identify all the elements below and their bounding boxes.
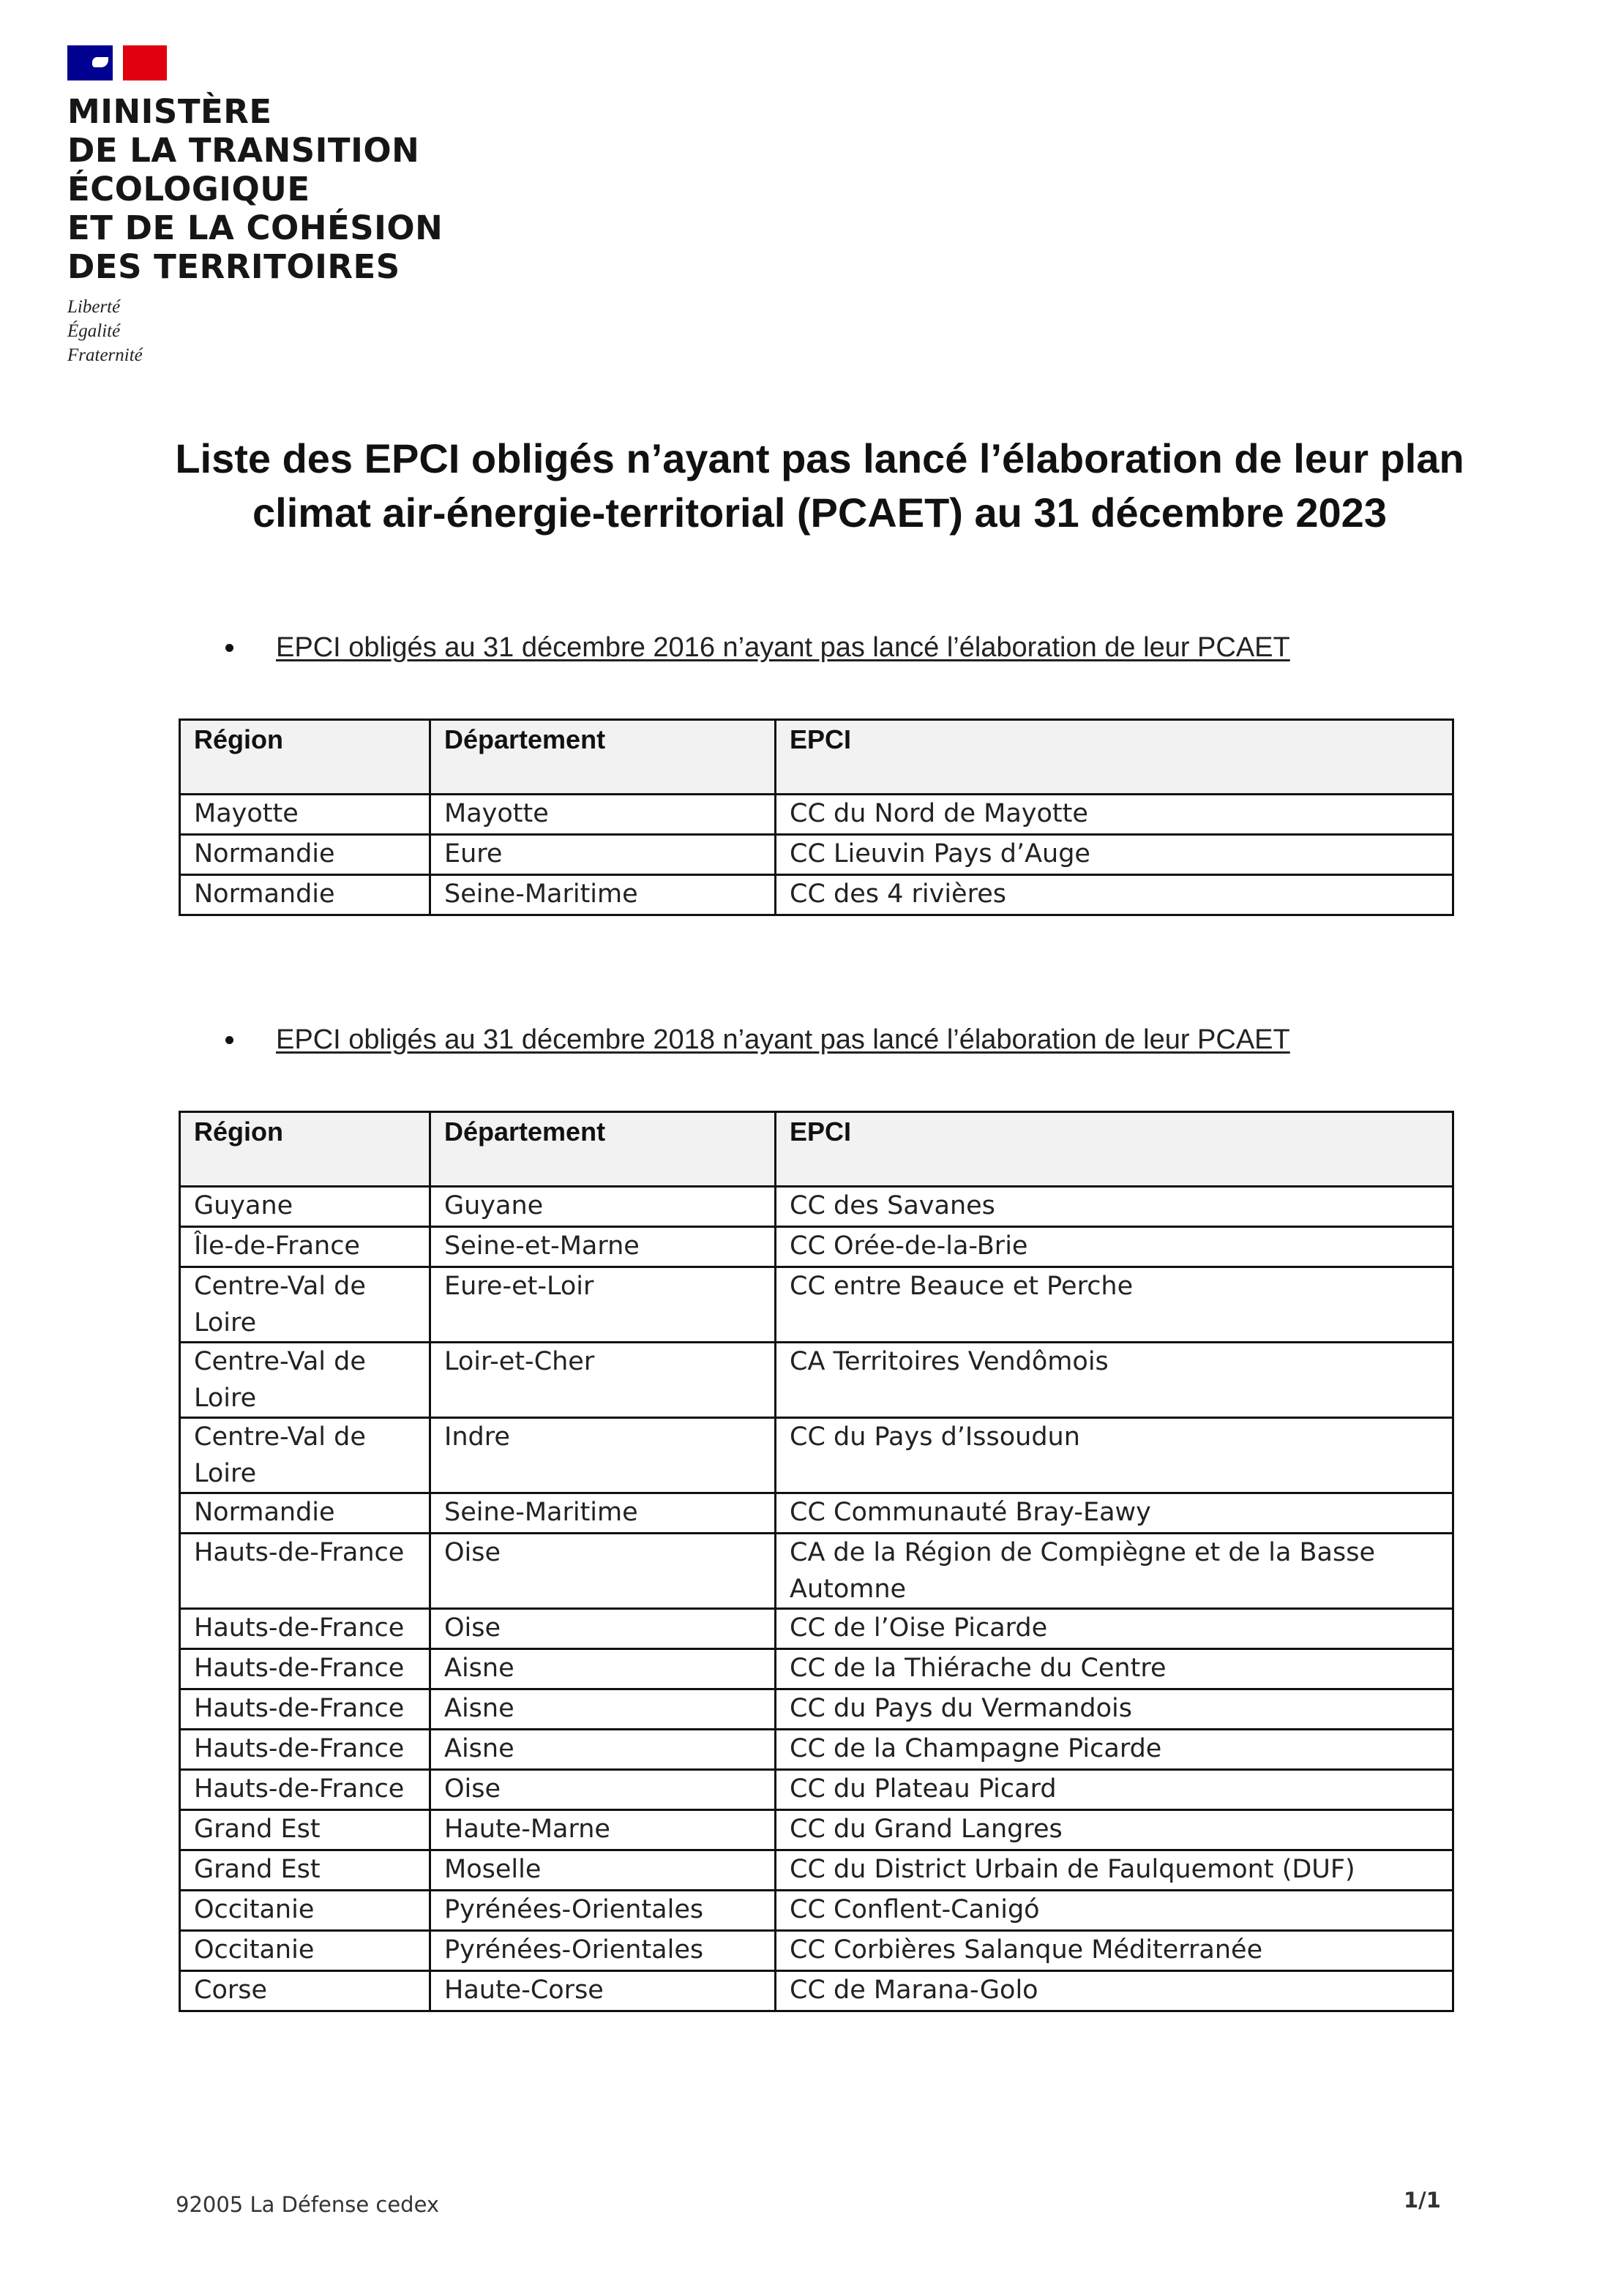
table-row [180,1609,1453,1649]
cell-region: Normandie [180,1493,430,1534]
cell-departement: Aisne [430,1689,776,1730]
table-row [180,1850,1453,1891]
cell-epci: CC Orée-de-la-Brie [776,1227,1453,1267]
cell-region: Mayotte [180,795,430,835]
epci-table-2016 [179,719,1454,916]
cell-region: Hauts-de-France [180,1730,430,1770]
bullet-icon [225,1036,233,1044]
table-row [180,1227,1453,1267]
table-row [180,1770,1453,1810]
cell-epci: CC de l’Oise Picarde [776,1609,1453,1649]
ministry-line: ÉCOLOGIQUE [67,170,310,209]
table-row [180,1534,1453,1609]
cell-epci: CC Communauté Bray-Eawy [776,1493,1453,1534]
french-flag-icon [67,45,167,80]
document-title-line: Liste des EPCI obligés n’ayant pas lancé l’élaboration de leur plan [175,435,1464,481]
cell-region: Centre-Val de Loire [180,1343,430,1418]
ministry-line: DE LA TRANSITION [67,131,420,170]
cell-departement: Indre [430,1418,776,1493]
table-row [180,1649,1453,1689]
cell-departement: Moselle [430,1850,776,1891]
table-row [180,1689,1453,1730]
table-row [180,1730,1453,1770]
cell-region: Île-de-France [180,1227,430,1267]
ministry-name [67,92,443,286]
cell-departement: Loir-et-Cher [430,1343,776,1418]
cell-departement: Aisne [430,1730,776,1770]
motto-line: Fraternité [67,345,143,365]
table-row [180,795,1453,835]
table-row [180,1343,1453,1418]
cell-epci: CC du Pays du Vermandois [776,1689,1453,1730]
table-header-row [180,720,1453,795]
cell-region: Hauts-de-France [180,1770,430,1810]
section-heading-text: EPCI obligés au 31 décembre 2016 n’ayant pas lancé l’élaboration de leur PCAET [276,632,1290,663]
cell-departement: Oise [430,1534,776,1609]
cell-departement: Pyrénées-Orientales [430,1891,776,1931]
cell-departement: Guyane [430,1187,776,1227]
cell-epci: CC des Savanes [776,1187,1453,1227]
cell-region: Hauts-de-France [180,1689,430,1730]
cell-departement: Mayotte [430,795,776,835]
cell-departement: Eure-et-Loir [430,1267,776,1343]
cell-epci: CC entre Beauce et Perche [776,1267,1453,1343]
table-row [180,1891,1453,1931]
ministry-line: MINISTÈRE [67,92,272,131]
cell-region: Normandie [180,875,430,915]
cell-region: Hauts-de-France [180,1534,430,1609]
cell-epci: CC Conflent-Canigó [776,1891,1453,1931]
table-row [180,1267,1453,1343]
cell-departement: Pyrénées-Orientales [430,1931,776,1971]
cell-epci: CC des 4 rivières [776,875,1453,915]
cell-epci: CC du Plateau Picard [776,1770,1453,1810]
cell-region: Grand Est [180,1850,430,1891]
bullet-icon [225,644,233,652]
ministry-line: ET DE LA COHÉSION [67,209,443,247]
page-number: 1/1 [1404,2188,1441,2213]
column-header-departement: Département [430,720,776,795]
column-header-region: Région [180,720,430,795]
cell-epci: CC de la Thiérache du Centre [776,1649,1453,1689]
cell-region: Hauts-de-France [180,1649,430,1689]
cell-departement: Haute-Corse [430,1971,776,2011]
cell-departement: Haute-Marne [430,1810,776,1850]
cell-epci: CC de Marana-Golo [776,1971,1453,2011]
cell-departement: Eure [430,835,776,875]
section-heading-2018 [225,1023,1290,1057]
cell-epci: CC Corbières Salanque Méditerranée [776,1931,1453,1971]
cell-region: Centre-Val de Loire [180,1267,430,1343]
cell-departement: Oise [430,1609,776,1649]
footer-address: 92005 La Défense cedex [176,2192,440,2217]
cell-region: Grand Est [180,1810,430,1850]
republic-motto [67,295,443,367]
table-row [180,1418,1453,1493]
column-header-region: Région [180,1112,430,1187]
cell-epci: CC Lieuvin Pays d’Auge [776,835,1453,875]
motto-line: Liberté [67,297,121,317]
ministry-logo [67,45,443,367]
cell-departement: Seine-Maritime [430,875,776,915]
section-heading-text: EPCI obligés au 31 décembre 2018 n’ayant pas lancé l’élaboration de leur PCAET [276,1024,1290,1055]
table-row [180,1971,1453,2011]
motto-line: Égalité [67,321,121,341]
column-header-epci: EPCI [776,720,1453,795]
epci-table-2018 [179,1111,1454,2012]
cell-epci: CC du Grand Langres [776,1810,1453,1850]
cell-region: Normandie [180,835,430,875]
cell-departement: Oise [430,1770,776,1810]
cell-epci: CC du Nord de Mayotte [776,795,1453,835]
document-title [0,432,1610,540]
cell-region: Guyane [180,1187,430,1227]
table-row [180,1493,1453,1534]
ministry-line: DES TERRITOIRES [67,247,400,286]
cell-region: Corse [180,1971,430,2011]
cell-departement: Seine-et-Marne [430,1227,776,1267]
column-header-departement: Département [430,1112,776,1187]
cell-epci: CC de la Champagne Picarde [776,1730,1453,1770]
cell-epci: CA de la Région de Compiègne et de la Basse Automne [776,1534,1453,1609]
cell-epci: CA Territoires Vendômois [776,1343,1453,1418]
table-header-row [180,1112,1453,1187]
table-row [180,875,1453,915]
cell-epci: CC du District Urbain de Faulquemont (DUF) [776,1850,1453,1891]
cell-region: Occitanie [180,1891,430,1931]
section-heading-2016 [225,631,1290,664]
cell-region: Occitanie [180,1931,430,1971]
table-row [180,1810,1453,1850]
cell-departement: Aisne [430,1649,776,1689]
cell-epci: CC du Pays d’Issoudun [776,1418,1453,1493]
document-title-line: climat air-énergie-territorial (PCAET) au 31 décembre 2023 [252,489,1387,536]
cell-departement: Seine-Maritime [430,1493,776,1534]
table-row [180,835,1453,875]
table-row [180,1931,1453,1971]
cell-region: Centre-Val de Loire [180,1418,430,1493]
cell-region: Hauts-de-France [180,1609,430,1649]
table-row [180,1187,1453,1227]
column-header-epci: EPCI [776,1112,1453,1187]
